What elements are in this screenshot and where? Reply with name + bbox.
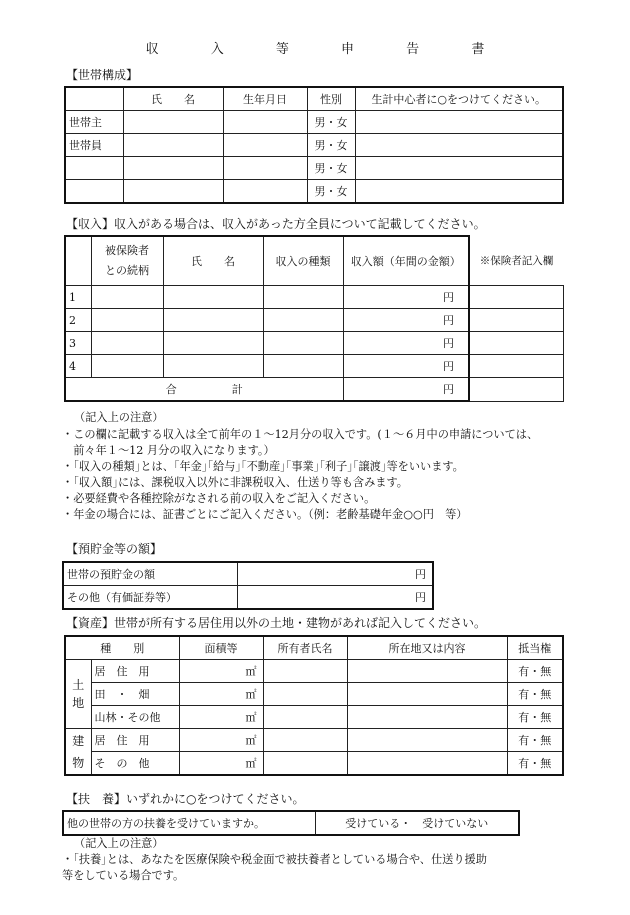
income-name-field[interactable] bbox=[163, 286, 263, 309]
support-section-header bbox=[66, 790, 305, 807]
assets-kind: そ の 他 bbox=[91, 752, 179, 776]
savings-row bbox=[63, 562, 433, 586]
income-col-no bbox=[65, 236, 91, 286]
assets-area-field[interactable]: ㎡ bbox=[179, 752, 263, 776]
household-birthdate-field[interactable] bbox=[223, 157, 307, 180]
support-note-line: ・｢扶養｣とは、あなたを医療保険や税金面で被扶養者としている場合や、仕送り援助 bbox=[62, 853, 487, 866]
assets-location-field[interactable] bbox=[347, 683, 507, 706]
assets-header-text: 世帯が所有する居住用以外の土地・建物があれば記入してください。 bbox=[114, 616, 487, 630]
assets-row bbox=[65, 729, 563, 752]
assets-owner-field[interactable] bbox=[263, 729, 347, 752]
household-section-header: 【世帯構成】 bbox=[66, 68, 139, 82]
household-name-field[interactable] bbox=[123, 180, 223, 204]
income-header-label: 【収入】 bbox=[66, 217, 115, 231]
income-name-field[interactable] bbox=[163, 355, 263, 378]
household-earner-field[interactable] bbox=[355, 180, 563, 204]
household-birthdate-field[interactable] bbox=[223, 111, 307, 134]
assets-mortgage-choice[interactable]: 有・無 bbox=[507, 729, 563, 752]
income-section-header bbox=[66, 215, 486, 232]
assets-group-building: 建物 bbox=[65, 729, 91, 776]
household-col-name: 氏 名 bbox=[123, 87, 223, 111]
assets-col-area: 面積等 bbox=[179, 636, 263, 660]
income-insurer-field bbox=[469, 309, 564, 332]
assets-area-field[interactable]: ㎡ bbox=[179, 706, 263, 729]
income-type-field[interactable] bbox=[263, 286, 343, 309]
household-header-row bbox=[65, 87, 563, 111]
income-row bbox=[65, 355, 564, 378]
household-sex-choice[interactable]: 男・女 bbox=[307, 180, 355, 204]
household-earner-field[interactable] bbox=[355, 157, 563, 180]
household-row-label bbox=[65, 157, 123, 180]
assets-table bbox=[64, 635, 564, 776]
savings-table bbox=[62, 561, 434, 610]
household-name-field[interactable] bbox=[123, 111, 223, 134]
household-name-field[interactable] bbox=[123, 157, 223, 180]
household-row bbox=[65, 180, 563, 204]
income-type-field[interactable] bbox=[263, 332, 343, 355]
income-insurer-field bbox=[469, 332, 564, 355]
household-sex-choice[interactable]: 男・女 bbox=[307, 111, 355, 134]
income-table bbox=[64, 235, 564, 402]
assets-location-field[interactable] bbox=[347, 729, 507, 752]
assets-kind: 居 住 用 bbox=[91, 729, 179, 752]
assets-header-row bbox=[65, 636, 563, 660]
support-note-heading: （記入上の注意） bbox=[74, 837, 164, 850]
income-total-label: 合 計 bbox=[65, 378, 343, 402]
household-row bbox=[65, 157, 563, 180]
assets-col-location: 所在地又は内容 bbox=[347, 636, 507, 660]
household-name-field[interactable] bbox=[123, 134, 223, 157]
income-col-relation-line2: との続柄 bbox=[105, 264, 149, 277]
income-name-field[interactable] bbox=[163, 309, 263, 332]
income-header-text: 収入がある場合は、収入があった方全員について記載してください。 bbox=[114, 217, 486, 231]
income-col-name: 氏 名 bbox=[163, 236, 263, 286]
savings-row bbox=[63, 586, 433, 610]
assets-location-field[interactable] bbox=[347, 706, 507, 729]
assets-row bbox=[65, 683, 563, 706]
support-header-label: 【扶 養】 bbox=[66, 792, 127, 806]
support-question: 他の世帯の方の扶養を受けていますか。 bbox=[63, 811, 315, 835]
income-row bbox=[65, 332, 564, 355]
household-row-label bbox=[65, 180, 123, 204]
income-row bbox=[65, 286, 564, 309]
support-note-line: 等をしている場合です。 bbox=[62, 869, 185, 882]
income-note-line: 前々年１～12 月分の収入になります。） bbox=[62, 444, 275, 457]
assets-area-field[interactable]: ㎡ bbox=[179, 683, 263, 706]
income-note-heading: （記入上の注意） bbox=[74, 411, 164, 424]
income-notes bbox=[74, 410, 164, 426]
household-col-sex: 性別 bbox=[307, 87, 355, 111]
household-row-member bbox=[65, 134, 563, 157]
household-row-label: 世帯員 bbox=[65, 134, 123, 157]
household-row-label: 世帯主 bbox=[65, 111, 123, 134]
savings-label: 世帯の預貯金の額 bbox=[63, 562, 237, 586]
household-sex-choice[interactable]: 男・女 bbox=[307, 134, 355, 157]
assets-area-field[interactable]: ㎡ bbox=[179, 660, 263, 683]
income-type-field[interactable] bbox=[263, 355, 343, 378]
savings-amount-field[interactable]: 円 bbox=[237, 586, 433, 610]
savings-amount-field[interactable]: 円 bbox=[237, 562, 433, 586]
assets-kind: 居 住 用 bbox=[91, 660, 179, 683]
income-insurer-field bbox=[469, 286, 564, 309]
assets-mortgage-choice[interactable]: 有・無 bbox=[507, 683, 563, 706]
household-col-earner: 生計中心者に○をつけてください。 bbox=[355, 87, 563, 111]
income-relation-field[interactable] bbox=[91, 286, 163, 309]
household-table bbox=[64, 86, 564, 204]
household-sex-choice[interactable]: 男・女 bbox=[307, 157, 355, 180]
assets-mortgage-choice[interactable]: 有・無 bbox=[507, 706, 563, 729]
support-header-text: いずれかに○をつけてください。 bbox=[126, 792, 305, 806]
household-earner-field[interactable] bbox=[355, 134, 563, 157]
income-notes-body bbox=[62, 427, 538, 523]
savings-section-header: 【預貯金等の額】 bbox=[66, 542, 163, 556]
household-row-head bbox=[65, 111, 563, 134]
income-amount-field[interactable]: 円 bbox=[343, 332, 469, 355]
income-row-number: 3 bbox=[65, 332, 91, 355]
income-note-line: ・必要経費や各種控除がなされる前の収入をご記入ください。 bbox=[62, 492, 376, 505]
assets-col-owner: 所有者氏名 bbox=[263, 636, 347, 660]
household-earner-field[interactable] bbox=[355, 111, 563, 134]
support-notes-body bbox=[62, 852, 487, 884]
assets-row bbox=[65, 660, 563, 683]
income-note-line: ・｢収入の種類｣とは、｢年金｣｢給与｣｢不動産｣｢事業｣｢利子｣｢譲渡｣等をいいます。 bbox=[62, 460, 464, 473]
income-amount-field[interactable]: 円 bbox=[343, 355, 469, 378]
household-col-birthdate: 生年月日 bbox=[223, 87, 307, 111]
assets-owner-field[interactable] bbox=[263, 706, 347, 729]
savings-label: その他（有価証券等） bbox=[63, 586, 237, 610]
household-col-blank bbox=[65, 87, 123, 111]
assets-col-kind: 種 別 bbox=[65, 636, 179, 660]
assets-mortgage-choice[interactable]: 有・無 bbox=[507, 752, 563, 776]
assets-owner-field[interactable] bbox=[263, 683, 347, 706]
assets-mortgage-choice[interactable]: 有・無 bbox=[507, 660, 563, 683]
assets-row bbox=[65, 706, 563, 729]
income-note-line: ・年金の場合には、証書ごとにご記入ください。（例：老齢基礎年金○○円 等） bbox=[62, 508, 468, 521]
assets-col-mortgage: 抵当権 bbox=[507, 636, 563, 660]
assets-kind: 田 ・ 畑 bbox=[91, 683, 179, 706]
assets-area-field[interactable]: ㎡ bbox=[179, 729, 263, 752]
assets-location-field[interactable] bbox=[347, 660, 507, 683]
assets-owner-field[interactable] bbox=[263, 660, 347, 683]
income-total-row bbox=[65, 378, 564, 402]
income-row-number: 4 bbox=[65, 355, 91, 378]
income-row-number: 2 bbox=[65, 309, 91, 332]
income-name-field[interactable] bbox=[163, 332, 263, 355]
income-note-line: ・この欄に記載する収入は全て前年の１～12月分の収入です。(１～６月中の申請については、 bbox=[62, 428, 539, 441]
income-col-type: 収入の種類 bbox=[263, 236, 343, 286]
assets-group-land: 土地 bbox=[65, 660, 91, 729]
income-type-field[interactable] bbox=[263, 309, 343, 332]
income-note-line: ・｢収入額｣には、課税収入以外に非課税収入、仕送り等も含みます。 bbox=[62, 476, 408, 489]
income-row bbox=[65, 309, 564, 332]
income-header-row bbox=[65, 236, 564, 286]
income-total-insurer-field bbox=[469, 378, 564, 402]
income-col-amount: 収入額（年間の金額） bbox=[343, 236, 469, 286]
page-title: 収 入 等 申 告 書 bbox=[145, 42, 509, 57]
assets-kind: 山林・その他 bbox=[91, 706, 179, 729]
assets-row bbox=[65, 752, 563, 776]
support-row bbox=[63, 811, 519, 835]
income-insurer-field bbox=[469, 355, 564, 378]
support-options[interactable]: 受けている・ 受けていない bbox=[315, 811, 519, 835]
assets-location-field[interactable] bbox=[347, 752, 507, 776]
income-col-relation bbox=[91, 236, 163, 286]
income-col-relation-line1: 被保険者 bbox=[105, 244, 149, 257]
income-row-number: 1 bbox=[65, 286, 91, 309]
support-notes bbox=[74, 836, 164, 852]
assets-header-label: 【資産】 bbox=[66, 616, 115, 630]
income-col-insurer: ※保険者記入欄 bbox=[469, 236, 564, 286]
assets-owner-field[interactable] bbox=[263, 752, 347, 776]
income-amount-field[interactable]: 円 bbox=[343, 286, 469, 309]
income-amount-field[interactable]: 円 bbox=[343, 309, 469, 332]
income-relation-field[interactable] bbox=[91, 355, 163, 378]
income-relation-field[interactable] bbox=[91, 309, 163, 332]
income-relation-field[interactable] bbox=[91, 332, 163, 355]
assets-section-header bbox=[66, 614, 486, 631]
support-table bbox=[62, 810, 520, 836]
household-birthdate-field[interactable] bbox=[223, 134, 307, 157]
household-birthdate-field[interactable] bbox=[223, 180, 307, 204]
income-total-field[interactable]: 円 bbox=[343, 378, 469, 402]
